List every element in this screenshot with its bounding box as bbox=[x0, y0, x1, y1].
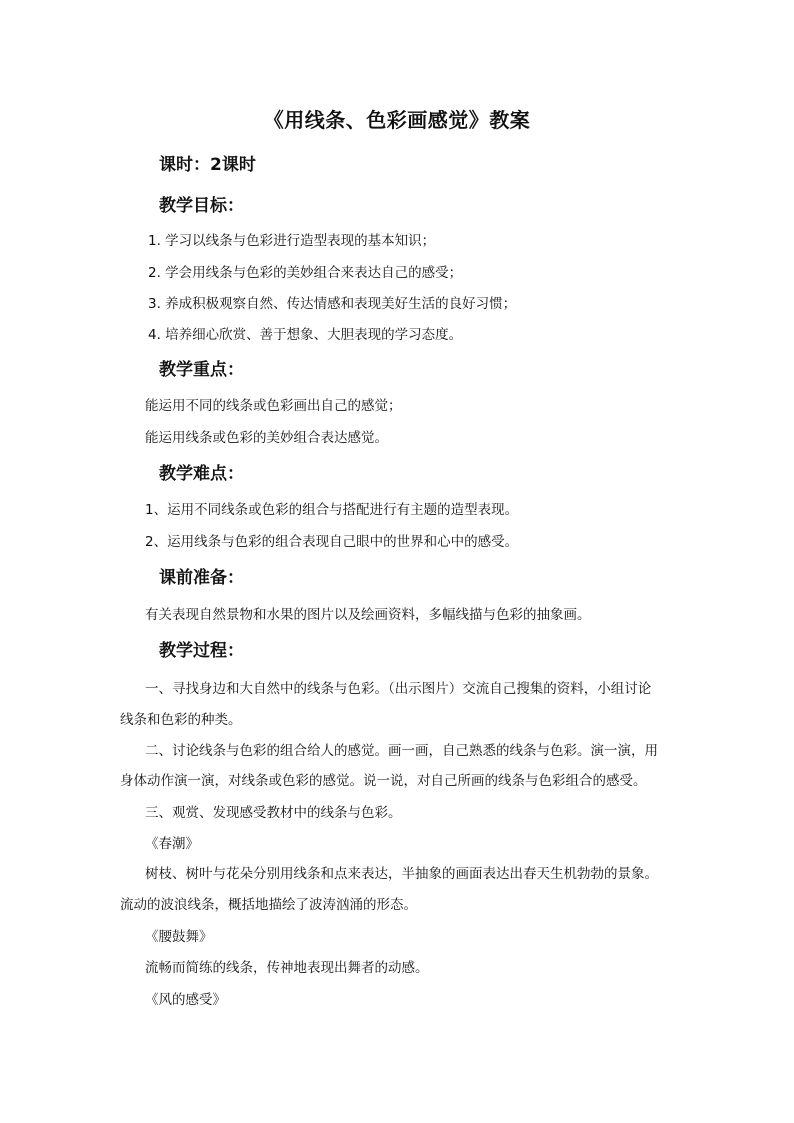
objectives-heading: 教学目标： bbox=[159, 196, 244, 216]
process-step2-line1: 二、讨论线条与色彩的组合给人的感觉。画一画，自己熟悉的线条与色彩。演一演，用 bbox=[145, 743, 658, 759]
work1-title: 《春潮》 bbox=[145, 836, 199, 852]
difficulty-item-2: 2、运用线条与色彩的组合表现自己眼中的世界和心中的感受。 bbox=[145, 534, 519, 550]
process-step1-line1: 一、寻找身边和大自然中的线条与色彩。（出示图片）交流自己搜集的资料，小组讨论 bbox=[145, 681, 652, 697]
process-step1-line2: 线条和色彩的种类。 bbox=[120, 712, 242, 728]
document-title: 《用线条、色彩画感觉》教案 bbox=[263, 108, 531, 132]
preparation-heading: 课前准备： bbox=[159, 568, 244, 588]
objective-item-2: 2. 学会用线条与色彩的美妙组合来表达自己的感受； bbox=[148, 265, 463, 281]
work2-title: 《腰鼓舞》 bbox=[145, 929, 213, 945]
key-points-heading: 教学重点： bbox=[159, 360, 244, 380]
work3-title: 《风的感受》 bbox=[145, 992, 226, 1008]
class-hours: 课时：2课时 bbox=[159, 155, 256, 175]
objective-item-1: 1. 学习以线条与色彩进行造型表现的基本知识； bbox=[148, 233, 436, 249]
difficulty-item-1: 1、运用不同线条或色彩的组合与搭配进行有主题的造型表现。 bbox=[145, 502, 519, 518]
process-step3: 三、观赏、发现感受教材中的线条与色彩。 bbox=[145, 805, 402, 821]
work1-line1: 树枝、树叶与花朵分别用线条和点来表达，半抽象的画面表达出春天生机勃勃的景象。 bbox=[145, 866, 658, 882]
key-point-item-2: 能运用线条或色彩的美妙组合表达感觉。 bbox=[145, 430, 388, 446]
preparation-text: 有关表现自然景物和水果的图片以及绘画资料，多幅线描与色彩的抽象画。 bbox=[145, 607, 591, 623]
process-heading: 教学过程： bbox=[159, 641, 244, 661]
difficulties-heading: 教学难点： bbox=[159, 464, 244, 484]
objective-item-3: 3. 养成积极观察自然、传达情感和表现美好生活的良好习惯； bbox=[148, 296, 517, 312]
objective-item-4: 4. 培养细心欣赏、善于想象、大胆表现的学习态度。 bbox=[148, 327, 463, 343]
work2-text: 流畅而简练的线条，传神地表现出舞者的动感。 bbox=[145, 960, 429, 976]
process-step2-line2: 身体动作演一演，对线条或色彩的感觉。说一说，对自己所画的线条与色彩组合的感受。 bbox=[120, 773, 647, 789]
key-point-item-1: 能运用不同的线条或色彩画出自己的感觉； bbox=[145, 398, 402, 414]
work1-line2: 流动的波浪线条，概括地描绘了波涛汹涌的形态。 bbox=[120, 897, 417, 913]
